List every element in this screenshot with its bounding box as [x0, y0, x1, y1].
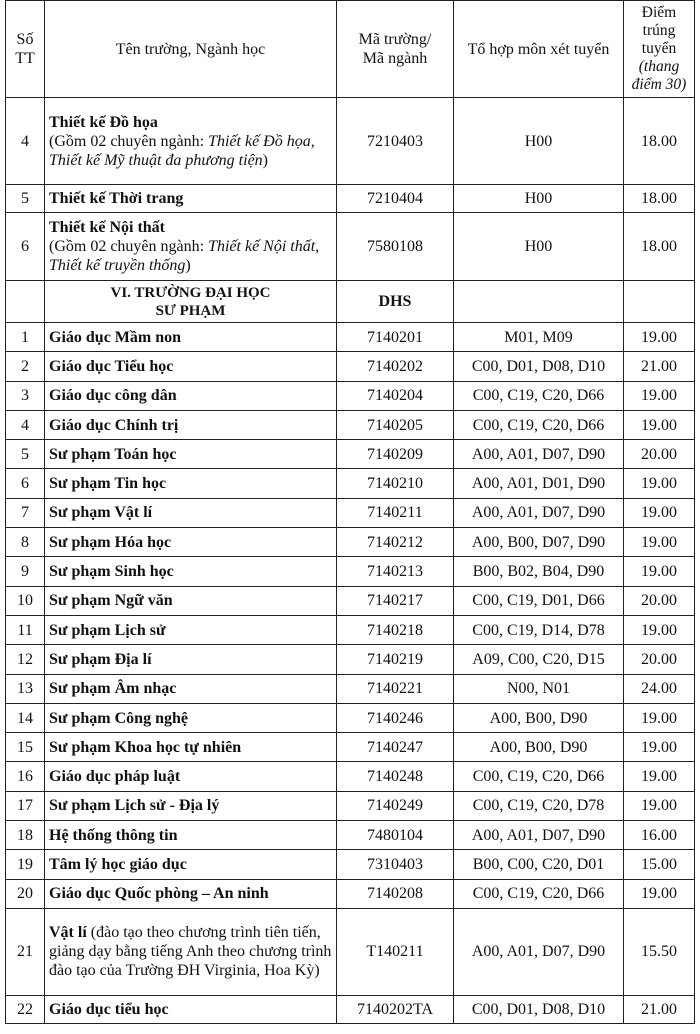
row-combo: A00, B00, D07, D90: [454, 528, 624, 557]
table-row: [6, 821, 695, 850]
row-stt: 1: [6, 323, 45, 352]
row-stt: 5: [6, 440, 45, 469]
row-code: 7480104: [337, 821, 454, 850]
header-stt: Số TT: [6, 1, 45, 98]
row-stt: 4: [6, 98, 45, 185]
row-score: 19.00: [624, 791, 695, 820]
table-row: [6, 98, 695, 185]
row-score: 21.00: [624, 995, 695, 1023]
section-score: [624, 281, 695, 323]
row-score: 19.00: [624, 879, 695, 908]
section-combo: [454, 281, 624, 323]
row-name: Thiết kế Nội thất (Gồm 02 chuyên ngành: Thiết kế Nội thất, Thiết kế truyền thống): [45, 213, 337, 281]
row-score: 19.00: [624, 733, 695, 762]
table-row: [6, 557, 695, 586]
table-header-row: [6, 1, 695, 98]
table-row: [6, 469, 695, 498]
row-code: 7140221: [337, 674, 454, 703]
section-row: [6, 281, 695, 323]
row-name: Thiết kế Đồ họa (Gồm 02 chuyên ngành: Thiết kế Đồ họa, Thiết kế Mỹ thuật đa phương tiện): [45, 98, 337, 185]
row-combo: C00, C19, C20, D66: [454, 410, 624, 439]
row-name: Sư phạm Sinh học: [45, 557, 337, 586]
row-stt: 21: [6, 908, 45, 995]
table-row: [6, 352, 695, 381]
row-name: Giáo dục tiểu học: [45, 995, 337, 1023]
row-score: 19.00: [624, 323, 695, 352]
row-code: 7140249: [337, 791, 454, 820]
table-row: [6, 615, 695, 644]
row-score: 16.00: [624, 821, 695, 850]
row-code: T140211: [337, 908, 454, 995]
row-stt: 16: [6, 762, 45, 791]
row-code: 7140219: [337, 645, 454, 674]
table-row: [6, 791, 695, 820]
row-score: 18.00: [624, 98, 695, 185]
row-stt: 12: [6, 645, 45, 674]
row-name: Sư phạm Hóa học: [45, 528, 337, 557]
row-combo: H00: [454, 185, 624, 213]
row-code: 7140246: [337, 703, 454, 732]
header-score: Điểm trúng tuyển (thang điểm 30): [624, 1, 695, 98]
row-stt: 4: [6, 410, 45, 439]
row-code: 7140212: [337, 528, 454, 557]
row-score: 19.00: [624, 762, 695, 791]
row-name: Giáo dục Quốc phòng – An ninh: [45, 879, 337, 908]
row-stt: 9: [6, 557, 45, 586]
row-stt: 3: [6, 381, 45, 410]
row-score: 19.00: [624, 410, 695, 439]
row-combo: C00, D01, D08, D10: [454, 995, 624, 1023]
row-name: Sư phạm Tin học: [45, 469, 337, 498]
row-score: 15.00: [624, 850, 695, 879]
row-combo: A00, A01, D07, D90: [454, 440, 624, 469]
row-combo: C00, C19, C20, D66: [454, 381, 624, 410]
row-name: Sư phạm Ngữ văn: [45, 586, 337, 615]
row-name: Sư phạm Âm nhạc: [45, 674, 337, 703]
row-score: 19.00: [624, 557, 695, 586]
row-score: 19.00: [624, 498, 695, 527]
row-combo: A00, B00, D90: [454, 703, 624, 732]
table-row: [6, 762, 695, 791]
row-code: 7140211: [337, 498, 454, 527]
row-stt: 15: [6, 733, 45, 762]
row-combo: C00, D01, D08, D10: [454, 352, 624, 381]
row-score: 18.00: [624, 185, 695, 213]
main-rows: [6, 323, 695, 909]
row-stt: 2: [6, 352, 45, 381]
row-code: 7140213: [337, 557, 454, 586]
row-combo: H00: [454, 213, 624, 281]
row-combo: C00, C19, D14, D78: [454, 615, 624, 644]
table-row: [6, 381, 695, 410]
table-row: [6, 410, 695, 439]
table-row: [6, 213, 695, 281]
row-name: Hệ thống thông tin: [45, 821, 337, 850]
row-name: Sư phạm Địa lí: [45, 645, 337, 674]
table-row: [6, 995, 695, 1023]
row-stt: 11: [6, 615, 45, 644]
row-combo: A00, A01, D01, D90: [454, 469, 624, 498]
row-code: 7140210: [337, 469, 454, 498]
row-score: 20.00: [624, 440, 695, 469]
table-row: [6, 645, 695, 674]
row-code: 7140204: [337, 381, 454, 410]
row-combo: A00, B00, D90: [454, 733, 624, 762]
row-score: 19.00: [624, 615, 695, 644]
row-code: 7310403: [337, 850, 454, 879]
row-name: Sư phạm Toán học: [45, 440, 337, 469]
row-code: 7140208: [337, 879, 454, 908]
row-score: 19.00: [624, 381, 695, 410]
row-combo: A00, A01, D07, D90: [454, 908, 624, 995]
row-score: 19.00: [624, 703, 695, 732]
row-code: 7140248: [337, 762, 454, 791]
header-code: Mã trường/ Mã ngành: [337, 1, 454, 98]
row-name: Thiết kế Thời trang: [45, 185, 337, 213]
row-stt: 14: [6, 703, 45, 732]
row-name: Vật lí (đào tạo theo chương trình tiên tiến, giảng dạy bằng tiếng Anh theo chương trình đào tạo của Trường ĐH Virginia, Hoa Kỳ): [45, 908, 337, 995]
row-name: Sư phạm Lịch sử: [45, 615, 337, 644]
row-stt: 17: [6, 791, 45, 820]
row-stt: 6: [6, 469, 45, 498]
row-code: 7580108: [337, 213, 454, 281]
table-row: [6, 674, 695, 703]
row-stt: 5: [6, 185, 45, 213]
header-combo: Tổ hợp môn xét tuyển: [454, 1, 624, 98]
header-name: Tên trường, Ngành học: [45, 1, 337, 98]
row-code: 7140247: [337, 733, 454, 762]
row-stt: 10: [6, 586, 45, 615]
row-code: 7140201: [337, 323, 454, 352]
admission-score-table: [5, 0, 695, 1024]
row-name: Giáo dục pháp luật: [45, 762, 337, 791]
row-stt: 19: [6, 850, 45, 879]
row-combo: B00, C00, C20, D01: [454, 850, 624, 879]
row-code: 7140202: [337, 352, 454, 381]
admission-score-sheet: [5, 0, 695, 1024]
row-name: Sư phạm Khoa học tự nhiên: [45, 733, 337, 762]
row-code: 7140202TA: [337, 995, 454, 1023]
row-combo: C00, C19, D01, D66: [454, 586, 624, 615]
row-combo: C00, C19, C20, D78: [454, 791, 624, 820]
row-stt: 22: [6, 995, 45, 1023]
row-combo: C00, C19, C20, D66: [454, 879, 624, 908]
row-score: 24.00: [624, 674, 695, 703]
row-name: Sư phạm Vật lí: [45, 498, 337, 527]
row-combo: A00, A01, D07, D90: [454, 821, 624, 850]
row-code: 7140205: [337, 410, 454, 439]
row-combo: M01, M09: [454, 323, 624, 352]
row-stt: 8: [6, 528, 45, 557]
row-code: 7210404: [337, 185, 454, 213]
row-score: 19.00: [624, 469, 695, 498]
row-name: Tâm lý học giáo dục: [45, 850, 337, 879]
row-score: 21.00: [624, 352, 695, 381]
row-name: Giáo dục công dân: [45, 381, 337, 410]
table-row: [6, 703, 695, 732]
row-combo: C00, C19, C20, D66: [454, 762, 624, 791]
table-row: [6, 908, 695, 995]
row-code: 7140218: [337, 615, 454, 644]
row-score: 15.50: [624, 908, 695, 995]
row-name: Giáo dục Chính trị: [45, 410, 337, 439]
row-combo: B00, B02, B04, D90: [454, 557, 624, 586]
row-name: Sư phạm Lịch sử - Địa lý: [45, 791, 337, 820]
row-combo: H00: [454, 98, 624, 185]
row-combo: N00, N01: [454, 674, 624, 703]
row-score: 20.00: [624, 586, 695, 615]
table-row: [6, 850, 695, 879]
row-code: 7140209: [337, 440, 454, 469]
section-code: DHS: [337, 281, 454, 323]
section-stt: [6, 281, 45, 323]
row-name: Giáo dục Tiểu học: [45, 352, 337, 381]
row-stt: 13: [6, 674, 45, 703]
table-row: [6, 879, 695, 908]
row-score: 19.00: [624, 528, 695, 557]
table-row: [6, 323, 695, 352]
table-row: [6, 440, 695, 469]
table-row: [6, 586, 695, 615]
row-name: Sư phạm Công nghệ: [45, 703, 337, 732]
row-code: 7210403: [337, 98, 454, 185]
table-row: [6, 185, 695, 213]
row-score: 18.00: [624, 213, 695, 281]
table-row: [6, 528, 695, 557]
table-row: [6, 498, 695, 527]
row-stt: 6: [6, 213, 45, 281]
table-row: [6, 733, 695, 762]
section-title: VI. TRƯỜNG ĐẠI HỌC SƯ PHẠM: [45, 281, 337, 323]
row-stt: 20: [6, 879, 45, 908]
row-code: 7140217: [337, 586, 454, 615]
row-combo: A09, C00, C20, D15: [454, 645, 624, 674]
row-stt: 18: [6, 821, 45, 850]
row-score: 20.00: [624, 645, 695, 674]
row-name: Giáo dục Mầm non: [45, 323, 337, 352]
row-stt: 7: [6, 498, 45, 527]
row-combo: A00, A01, D07, D90: [454, 498, 624, 527]
